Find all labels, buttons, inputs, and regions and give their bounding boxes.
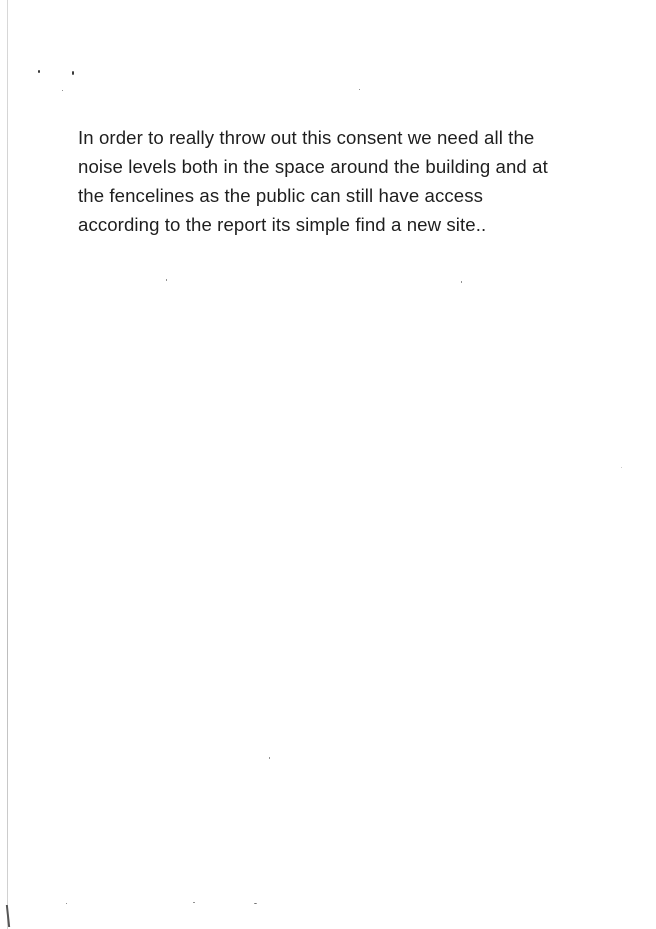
scan-speck: [461, 281, 462, 283]
scan-speck: [359, 89, 360, 90]
scan-speck: [254, 903, 257, 904]
scan-speck: [269, 757, 270, 759]
scan-speck: [72, 71, 74, 75]
body-paragraph: In order to really throw out this consent we need all the noise levels both in the space around the building and at the fencelines as the public can still have access according to the report its simple find a new site..: [78, 127, 548, 235]
scan-speck: [62, 90, 63, 91]
scan-speck: [166, 279, 167, 281]
page-left-edge: [7, 0, 8, 929]
scan-speck: [621, 467, 622, 468]
scan-speck: [193, 902, 195, 903]
scan-speck: [38, 70, 40, 73]
scan-speck: [66, 903, 67, 904]
